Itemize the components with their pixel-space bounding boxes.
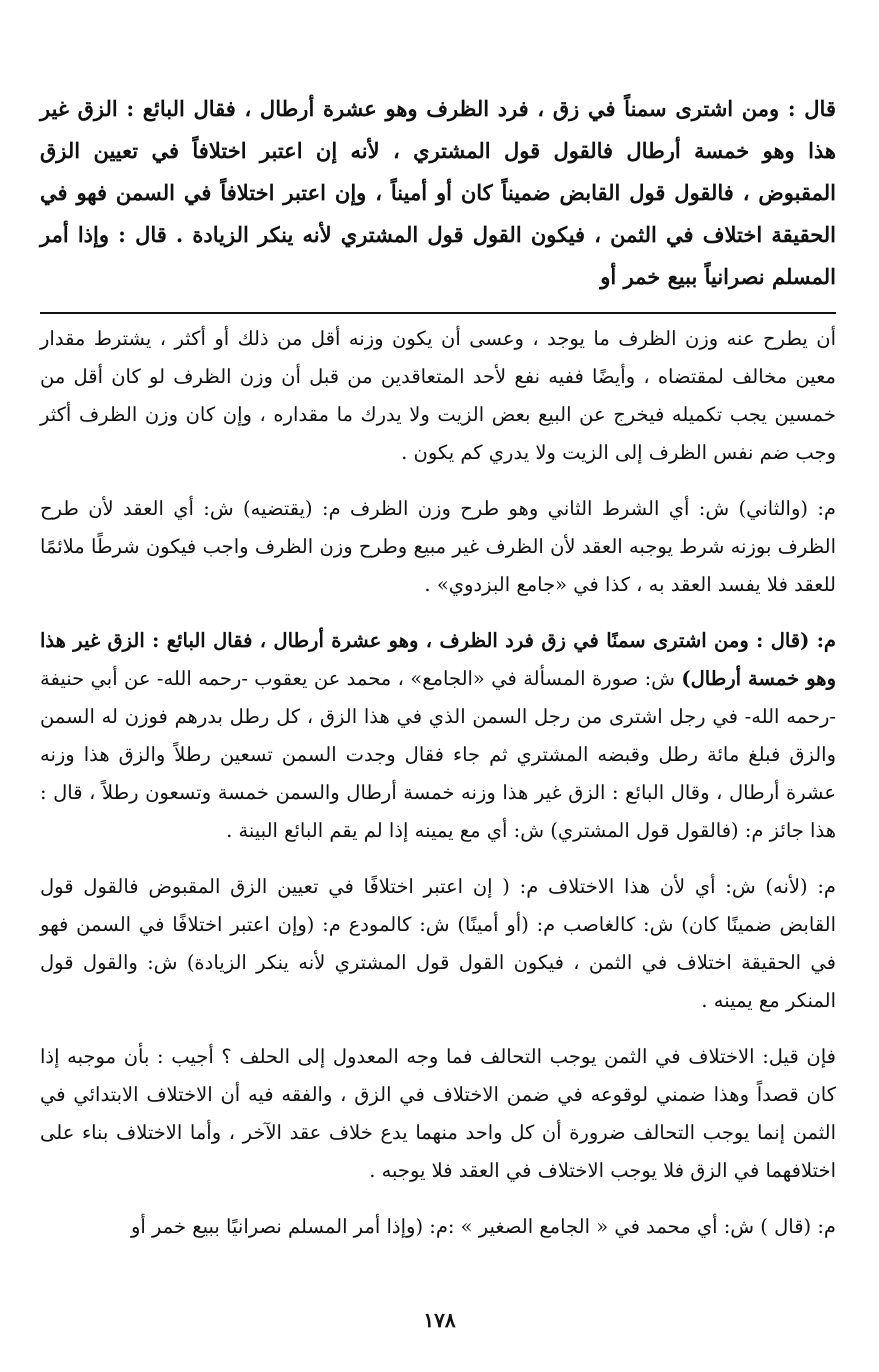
- commentary-block: [40, 320, 836, 1246]
- main-text-paragraph: قال : ومن اشترى سمناً في زق ، فرد الظرف وهو عشرة أرطال ، فقال البائع : الزق غير هذا وهو خمسة أرطال فالقول قول المشتري ، لأنه إن اعتبر اختلافاً في تعيين الزق المقبوض ، فالقول قول القابض ضميناً كان أو أميناً ، وإن اعتبر اختلافاً في السمن فهو في الحقيقة اختلاف في الثمن ، فيكون القول قول المشتري لأنه ينكر الزيادة . قال : وإذا أمر المسلم نصرانياً ببيع خمر أو: [40, 96, 836, 289]
- commentary-paragraph-6: م: (قال ) ش: أي محمد في « الجامع الصغير » :م: (وإذا أمر المسلم نصرانيًا ببيع خمر أو: [130, 1215, 836, 1238]
- footnote-divider: [40, 312, 836, 314]
- commentary-paragraph-1: أن يطرح عنه وزن الظرف ما يوجد ، وعسى أن يكون وزنه أقل من ذلك أو أكثر ، يشترط مقدار معين مخالف لمقتضاه ، وأيضًا ففيه نفع لأحد المتعاقدين من قبل أن وزن الظرف لو كان أقل من خمسين يجب تكميله فيخرج عن البيع بعض الزيت ولا يدرك ما مقداره ، وإن كان وزن الظرف أكثر وجب ضم نفس الظرف إلى الزيت ولا يدري كم يكون .: [40, 327, 836, 464]
- commentary-paragraph-3-bold: م: (قال : ومن اشترى سمنًا في زق فرد الظرف ، وهو عشرة أرطال ، فقال البائع : الزق غير هذا وهو خمسة أرطال): [40, 629, 837, 690]
- page-number: ١٧٨: [423, 1308, 456, 1332]
- page-body: [40, 88, 836, 1264]
- commentary-paragraph-2: م: (والثاني) ش: أي الشرط الثاني وهو طرح وزن الظرف م: (يقتضيه) ش: أي العقد لأن طرح الظرف بوزنه شرط يوجبه العقد لأن الظرف غير مبيع وطرح وزن الظرف واجب فيكون شرطًا ملائمًا للعقد فلا يفسد العقد به ، كذا في «جامع البزدوي» .: [40, 497, 836, 596]
- commentary-paragraph-3-rest: ش: صورة المسألة في «الجامع» ، محمد عن يعقوب -رحمه الله- عن أبي حنيفة -رحمه الله- في رجل اشترى من رجل السمن الذي في هذا الزق ، كل رطل بدرهم فوزن له السمن والزق فبلغ مائة رطل وقبضه المشتري ثم جاء فقال وجدت السمن تسعين رطلاً والزق هذا وزنه عشرة أرطال ، وقال البائع : الزق غير هذا وزنه خمسة أرطال والسمن خمسة وتسعون رطلاً ، قال : هذا جائز م: (فالقول قول المشتري) ش: أي مع يمينه إذا لم يقم البائع البينة .: [40, 667, 836, 842]
- commentary-paragraph-5: فإن قيل: الاختلاف في الثمن يوجب التحالف فما وجه المعدول إلى الحلف ؟ أجيب : بأن موجبه إذا كان قصداً وهذا ضمني لوقوعه في ضمن الاختلاف في الزق ، والفقه فيه أن الاختلاف الابتدائي في الثمن إنما يوجب التحالف ضرورة أن كل واحد منهما يدع خلاف عقد الآخر ، وأما الاختلاف بناء على اختلافهما في الزق فلا يوجب الاختلاف في العقد فلا يوجبه .: [40, 1045, 836, 1182]
- main-text-block: [40, 88, 836, 298]
- commentary-paragraph-3: [40, 622, 836, 850]
- commentary-paragraph-4: م: (لأنه) ش: أي لأن هذا الاختلاف م: ( إن اعتبر اختلافًا في تعيين الزق المقبوض فالقول قول القابض ضمينًا كان) ش: كالغاصب م: (أو أمينًا) ش: كالمودع م: (وإن اعتبر اختلافًا في السمن فهو في الحقيقة اختلاف في الثمن ، فيكون القول قول المشتري لأنه ينكر الزيادة) ش: والقول قول المنكر مع يمينه .: [40, 875, 836, 1012]
